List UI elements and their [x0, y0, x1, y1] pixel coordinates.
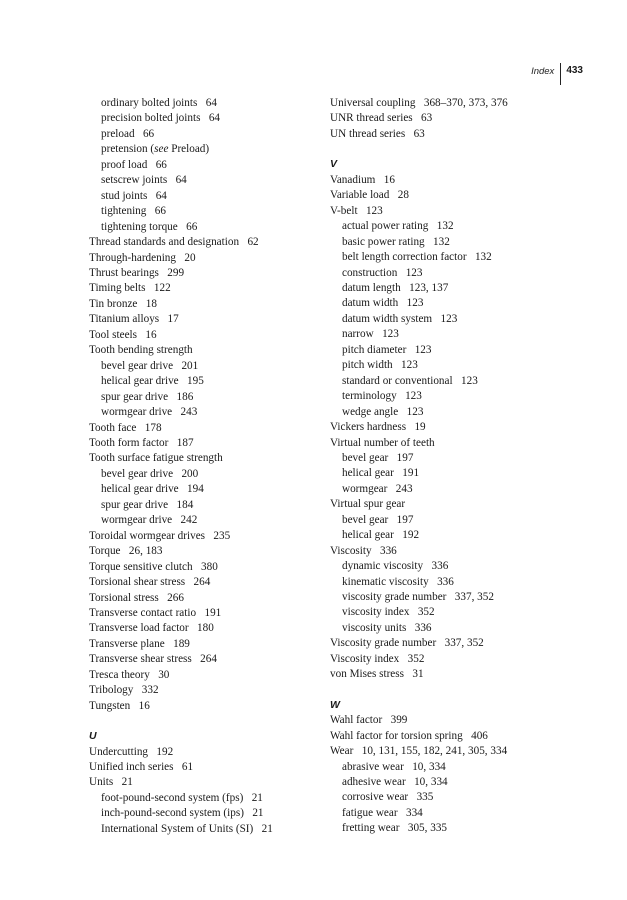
entry-pages: 16	[145, 328, 157, 341]
entry-pages: 10, 334	[414, 776, 448, 788]
entry-pages: 19	[414, 421, 426, 434]
page-number: 433	[566, 65, 583, 76]
index-entry	[330, 188, 590, 203]
entry-term: Timing belts	[89, 282, 146, 295]
entry-term: spur gear drive	[101, 390, 169, 403]
index-subentry	[330, 775, 590, 790]
entry-pages: 123	[382, 328, 399, 341]
entry-term: Wahl factor	[330, 714, 383, 727]
entry-term: Transverse shear stress	[89, 653, 192, 666]
entry-term: von Mises stress	[330, 668, 404, 681]
entry-pages: 186	[176, 390, 194, 403]
entry-term: Viscosity index	[330, 652, 400, 665]
entry-pages: 189	[173, 637, 190, 650]
entry-pages: 16	[383, 173, 395, 186]
index-subentry	[89, 822, 319, 837]
index-entry	[89, 297, 319, 312]
index-subentry	[330, 790, 590, 805]
entry-pages: 21	[261, 822, 273, 835]
index-subentry	[89, 142, 319, 157]
index-subentry	[89, 482, 319, 497]
index-subentry	[330, 250, 590, 265]
entry-term: wormgear drive	[101, 514, 173, 527]
index-subentry	[330, 219, 590, 234]
entry-term: precision bolted joints	[101, 112, 201, 125]
index-letter-heading: W	[330, 698, 340, 711]
index-entry	[89, 637, 319, 652]
index-subentry	[89, 390, 319, 405]
entry-term: Vickers hardness	[330, 421, 407, 434]
entry-pages: 192	[156, 745, 174, 758]
index-entry	[89, 621, 319, 636]
index-entry	[89, 328, 319, 343]
entry-term: Toroidal wormgear drives	[89, 529, 206, 542]
entry-term: Torque	[89, 545, 121, 558]
entry-term: Virtual number of teeth	[330, 436, 435, 449]
entry-term: terminology	[342, 390, 397, 403]
index-entry	[89, 281, 319, 296]
entry-term: Tooth face	[89, 421, 137, 434]
entry-term: Wear	[330, 745, 354, 758]
index-subentry	[89, 467, 319, 482]
section-label: Index	[531, 66, 555, 77]
index-letter-heading: U	[89, 730, 97, 743]
entry-pages: 337, 352	[454, 591, 494, 604]
index-subentry	[330, 575, 590, 590]
entry-term: tightening torque	[101, 220, 178, 233]
entry-pages: 336	[437, 575, 454, 588]
entry-pages: 30	[158, 668, 170, 681]
index-entry	[89, 760, 319, 775]
index-subentry	[330, 621, 590, 636]
entry-term: preload	[101, 127, 135, 140]
index-letter-heading: V	[330, 158, 338, 171]
entry-term: tightening	[101, 205, 147, 218]
entry-pages: 336	[379, 544, 397, 557]
index-entry	[330, 667, 590, 682]
index-entry	[89, 421, 319, 436]
index-subentry	[330, 528, 590, 543]
entry-pages: 264	[193, 576, 211, 589]
index-entry	[89, 266, 319, 281]
entry-pages: 194	[187, 483, 204, 496]
entry-term: spur gear drive	[101, 498, 169, 511]
entry-pages: 305, 335	[407, 822, 448, 835]
entry-pages: 123	[406, 405, 424, 418]
entry-pages: 20	[184, 251, 196, 264]
entry-term: wormgear	[342, 482, 388, 495]
index-entry	[89, 775, 319, 790]
entry-pages: 335	[416, 791, 434, 804]
index-subentry	[89, 189, 319, 204]
entry-term: kinematic viscosity	[342, 575, 429, 588]
index-entry	[89, 436, 319, 451]
index-entry	[89, 575, 319, 590]
entry-term: adhesive wear	[342, 776, 406, 788]
entry-pages: 242	[180, 514, 198, 527]
entry-pages: 380	[201, 560, 218, 573]
index-column-right	[330, 96, 590, 837]
index-subentry	[330, 451, 590, 466]
entry-term: helical gear drive	[101, 483, 179, 496]
entry-term: fretting wear	[342, 822, 400, 835]
entry-pages: 178	[144, 421, 162, 434]
entry-term: Tin bronze	[89, 297, 138, 310]
entry-pages: 337, 352	[444, 637, 484, 650]
index-entry	[89, 235, 319, 250]
running-head	[531, 63, 583, 85]
entry-term: helical gear drive	[101, 375, 179, 388]
entry-term: UNR thread series	[330, 112, 413, 125]
entry-pages: 192	[402, 529, 420, 542]
entry-term: UN thread series	[330, 127, 406, 140]
entry-pages: 195	[187, 375, 204, 388]
entry-pages: 64	[205, 97, 217, 109]
entry-term: Transverse contact ratio	[89, 606, 197, 619]
index-subentry	[89, 359, 319, 374]
entry-term: Viscosity	[330, 544, 372, 557]
entry-term: Transverse load factor	[89, 622, 189, 635]
index-subentry	[330, 605, 590, 620]
index-entry	[330, 636, 590, 651]
entry-pages: 66	[186, 220, 198, 233]
index-entry	[89, 451, 319, 466]
entry-pages: 63	[413, 127, 425, 140]
entry-term: narrow	[342, 328, 374, 341]
entry-term: pitch width	[342, 359, 393, 372]
entry-term: Thrust bearings	[89, 266, 159, 279]
entry-term: ordinary bolted joints	[101, 97, 198, 109]
index-entry	[330, 744, 590, 759]
entry-term	[101, 143, 209, 155]
index-entry	[330, 127, 590, 142]
index-entry	[89, 251, 319, 266]
entry-term: Viscosity grade number	[330, 637, 437, 650]
entry-term: viscosity index	[342, 606, 410, 619]
entry-term: Tresca theory	[89, 668, 150, 681]
entry-term: Through-hardening	[89, 251, 176, 264]
entry-term: Undercutting	[89, 745, 149, 758]
entry-pages: 266	[167, 591, 184, 604]
entry-term: Torque sensitive clutch	[89, 560, 193, 573]
entry-pages: 63	[421, 112, 433, 125]
entry-term: construction	[342, 266, 398, 279]
entry-pages: 201	[181, 359, 199, 372]
index-subentry	[330, 235, 590, 250]
entry-term: Tungsten	[89, 699, 131, 712]
entry-term: Thread standards and designation	[89, 236, 240, 249]
index-entry	[89, 668, 319, 683]
index-entry	[89, 312, 319, 327]
entry-term: Tooth surface fatigue strength	[89, 452, 223, 465]
index-entry	[89, 591, 319, 606]
index-subentry	[330, 482, 590, 497]
entry-term: V-belt	[330, 204, 358, 217]
entry-pages: 123	[405, 266, 423, 279]
entry-term: setscrew joints	[101, 174, 168, 187]
index-column-left	[89, 96, 319, 837]
entry-pages: 123	[365, 204, 383, 217]
entry-pages: 26, 183	[128, 545, 163, 558]
entry-term: Unified inch series	[89, 761, 174, 774]
index-subentry	[89, 204, 319, 219]
entry-pages: 18	[145, 297, 157, 310]
index-entry	[89, 699, 319, 714]
entry-pages: 352	[407, 652, 425, 665]
index-entry	[89, 544, 319, 559]
index-entry	[330, 652, 590, 667]
entry-pages: 180	[197, 622, 214, 635]
entry-pages: 187	[176, 436, 194, 449]
entry-term: Tooth bending strength	[89, 344, 193, 357]
index-subentry	[89, 498, 319, 513]
entry-pages: 264	[200, 653, 217, 666]
index-subentry	[330, 389, 590, 404]
entry-pages: 64	[155, 189, 167, 202]
entry-term: Transverse plane	[89, 637, 165, 650]
entry-pages: 28	[397, 189, 409, 202]
entry-term: Units	[89, 776, 114, 789]
entry-term: Variable load	[330, 189, 390, 202]
entry-term: inch-pound-second system (ips)	[101, 807, 244, 820]
index-subentry	[89, 158, 319, 173]
index-subentry	[89, 374, 319, 389]
entry-term: Tooth form factor	[89, 436, 169, 449]
entry-term: Titanium alloys	[89, 313, 160, 326]
entry-pages: 123	[414, 343, 432, 356]
entry-pages: 122	[153, 282, 171, 295]
index-subentry	[330, 806, 590, 821]
entry-term: standard or conventional	[342, 374, 453, 387]
index-subentry	[330, 327, 590, 342]
entry-pages: 123, 137	[409, 281, 449, 294]
index-entry	[330, 173, 590, 188]
entry-term: Torsional shear stress	[89, 576, 186, 589]
index-subentry	[89, 791, 319, 806]
entry-pages: 235	[213, 529, 231, 542]
entry-pages: 10, 334	[412, 760, 446, 773]
entry-term: wormgear drive	[101, 406, 173, 419]
index-subentry	[89, 806, 319, 821]
index-subentry	[330, 760, 590, 775]
index-entry	[330, 544, 590, 559]
entry-term: bevel gear	[342, 513, 389, 526]
index-entry	[330, 497, 590, 512]
index-subentry	[89, 513, 319, 528]
index-entry	[89, 745, 319, 760]
entry-pages: 31	[412, 668, 424, 681]
entry-pages: 62	[247, 236, 259, 249]
entry-term: stud joints	[101, 189, 148, 202]
entry-term: datum width	[342, 297, 399, 310]
entry-term: helical gear	[342, 467, 394, 480]
index-subentry	[330, 466, 590, 481]
entry-term: Vanadium	[330, 173, 376, 186]
entry-pages: 123	[461, 374, 478, 387]
index-subentry	[330, 821, 590, 836]
entry-pages: 336	[414, 621, 432, 634]
entry-term: datum length	[342, 281, 401, 294]
entry-pages: 299	[167, 266, 185, 279]
index-entry	[330, 436, 590, 451]
entry-term: Universal coupling	[330, 97, 416, 109]
entry-pages: 66	[142, 127, 155, 140]
entry-term: Wahl factor for torsion spring	[330, 729, 463, 742]
index-entry	[89, 606, 319, 621]
entry-term: Torsional stress	[89, 591, 159, 604]
entry-term: bevel gear	[342, 451, 389, 464]
entry-term: viscosity units	[342, 621, 407, 634]
entry-pages: 200	[181, 467, 199, 480]
entry-pages: 17	[167, 313, 179, 326]
entry-pages: 61	[181, 761, 194, 774]
index-entry	[330, 96, 590, 111]
entry-pages: 66	[154, 205, 166, 218]
index-entry	[89, 652, 319, 667]
entry-pages: 368–370, 373, 376	[423, 97, 508, 109]
entry-pages: 191	[402, 467, 420, 480]
entry-pages: 132	[436, 220, 454, 233]
entry-pages: 21	[121, 776, 133, 789]
index-entry	[330, 713, 590, 728]
entry-term: viscosity grade number	[342, 591, 447, 604]
index-subentry	[330, 358, 590, 373]
entry-term: wedge angle	[342, 405, 399, 418]
index-subentry	[330, 559, 590, 574]
entry-term: fatigue wear	[342, 806, 398, 819]
entry-pages: 123	[406, 297, 424, 310]
entry-pages: 123	[440, 312, 458, 325]
entry-term: basic power rating	[342, 235, 425, 248]
entry-pages: 64	[208, 112, 221, 125]
entry-term: International System of Units (SI)	[101, 822, 254, 835]
entry-pages: 336	[431, 560, 449, 573]
index-subentry	[330, 281, 590, 296]
entry-pages: 352	[417, 606, 435, 619]
entry-pages: 21	[252, 807, 264, 820]
entry-term: Tribology	[89, 684, 134, 697]
entry-pages: 243	[395, 482, 413, 495]
index-entry	[330, 204, 590, 219]
index-entry	[89, 683, 319, 698]
index-subentry	[330, 374, 590, 389]
entry-pages: 64	[175, 174, 187, 187]
entry-term: pitch diameter	[342, 343, 407, 356]
index-subentry	[330, 343, 590, 358]
entry-pages: 406	[471, 729, 488, 742]
entry-term: actual power rating	[342, 220, 429, 233]
entry-term-italic: see	[154, 143, 169, 156]
index-entry	[89, 560, 319, 575]
index-subentry	[89, 405, 319, 420]
entry-term-text: pretension (	[101, 143, 155, 156]
index-subentry	[330, 312, 590, 327]
entry-pages: 334	[405, 806, 423, 819]
entry-pages: 184	[176, 498, 194, 511]
entry-pages: 332	[141, 684, 159, 697]
index-subentry	[330, 296, 590, 311]
entry-term: corrosive wear	[342, 791, 409, 804]
entry-pages: 243	[180, 406, 198, 419]
entry-term: belt length correction factor	[342, 251, 467, 264]
index-subentry	[330, 590, 590, 605]
entry-pages: 191	[204, 606, 222, 619]
entry-term: foot-pound-second system (fps)	[101, 791, 244, 804]
entry-pages: 123	[405, 390, 422, 403]
index-subentry	[89, 173, 319, 188]
entry-term: bevel gear drive	[101, 467, 174, 480]
entry-term: proof load	[101, 158, 148, 171]
index-subentry	[330, 513, 590, 528]
entry-pages: 123	[401, 359, 418, 372]
entry-pages: 197	[396, 513, 414, 526]
entry-pages: 21	[251, 791, 263, 804]
entry-term: helical gear	[342, 529, 394, 542]
entry-term: datum width system	[342, 312, 433, 325]
index-entry	[330, 420, 590, 435]
entry-term: bevel gear drive	[101, 359, 174, 372]
index-entry	[89, 343, 319, 358]
entry-term-text: Preload)	[168, 143, 210, 156]
index-subentry	[89, 96, 319, 111]
entry-pages: 16	[138, 699, 150, 712]
index-subentry	[330, 405, 590, 420]
entry-pages: 66	[155, 158, 167, 171]
entry-term: abrasive wear	[342, 760, 404, 773]
entry-pages: 399	[390, 714, 408, 727]
index-subentry	[89, 220, 319, 235]
entry-term: Virtual spur gear	[330, 498, 406, 511]
entry-pages: 132	[474, 251, 492, 264]
entry-pages: 10, 131, 155, 182, 241, 305, 334	[361, 745, 508, 758]
index-entry	[330, 729, 590, 744]
entry-pages: 197	[396, 451, 414, 464]
index-subentry	[89, 111, 319, 126]
index-subentry	[330, 266, 590, 281]
entry-term: Tool steels	[89, 328, 137, 341]
entry-term: dynamic viscosity	[342, 560, 424, 573]
index-entry	[89, 529, 319, 544]
index-subentry	[89, 127, 319, 142]
index-entry	[330, 111, 590, 126]
entry-pages: 132	[433, 235, 450, 248]
